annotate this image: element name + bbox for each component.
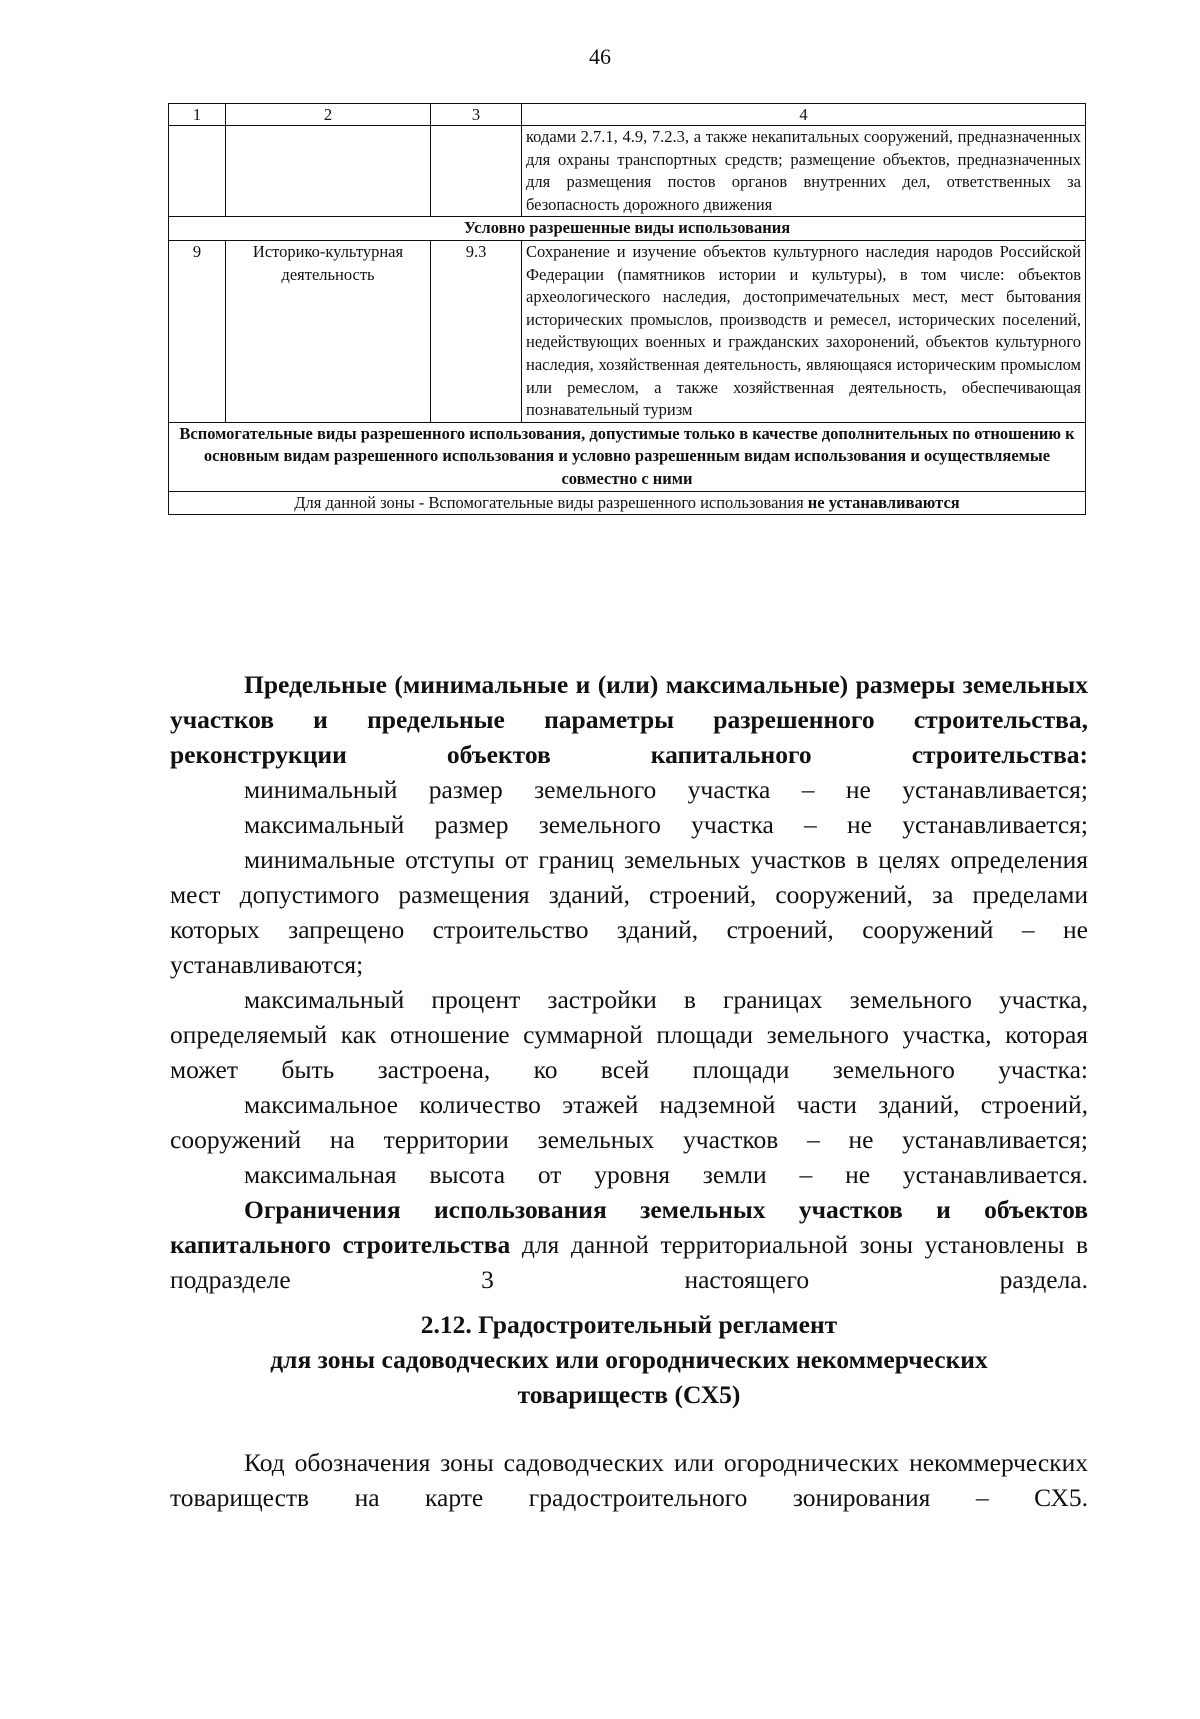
restrictions-paragraph (170, 1192, 1088, 1297)
use-type-code: 9.3 (431, 240, 522, 422)
row-number: 9 (169, 240, 226, 422)
section-row-auxiliary (169, 422, 1086, 491)
page-number: 46 (589, 44, 611, 69)
limits-block (170, 667, 1088, 1297)
use-type-description: Сохранение и изучение объектов культурного наследия народов Российской Федерации (памятников истории и культуры), в том числе: объектов археологического наследия, достопримечательных мест, мест бытования исторических промыслов, производств и ремесел, исторических поселений, недействующих военных и гражданских захоронений, объектов культурного наследия, хозяйственная деятельность, являющаяся историческим промыслом или ремеслом, а также хозяйственная деятельность, обеспечивающая познавательный туризм (522, 240, 1086, 422)
table-row (169, 240, 1086, 422)
regulation-table (168, 103, 1086, 515)
limits-item: минимальный размер земельного участка – не устанавливается; (244, 775, 1088, 804)
aux-note-plain: Для данной зоны - Вспомогательные виды разрешенного использования (294, 492, 804, 512)
limits-item: минимальные отступы от границ земельных участков в целях определения мест допустимого размещения зданий, строений, сооружений, за пределами которых запрещено строительство зданий, строений, сооружений – не устанавливаются; (170, 845, 1088, 979)
table-row (169, 491, 1086, 515)
use-type-name: Историко-культурная деятельность (226, 240, 431, 422)
limits-item: максимальная высота от уровня земли – не устанавливается. (244, 1160, 1088, 1189)
code-paragraph: Код обозначения зоны садоводческих или огороднических некоммерческих товариществ на карте градостроительного зонирования – СХ5. (170, 1448, 1088, 1512)
aux-note (169, 491, 1086, 515)
limits-title: Предельные (минимальные и (или) максимальные) размеры земельных участков и предельные параметры разрешенного строительства, реконструкции объектов капитального строительства: (170, 670, 1088, 769)
heading-line: 2.12. Градостроительный регламент (420, 1310, 838, 1339)
table-row (169, 126, 1086, 217)
heading-line: для зоны садоводческих или огороднических некоммерческих (270, 1345, 988, 1374)
limits-item: максимальное количество этажей надземной части зданий, строений, сооружений на территории земельных участков – не устанавливается; (170, 1090, 1088, 1154)
restrictions-bold: Ограничения использования земельных участков и объектов капитального строительства (170, 1195, 1088, 1259)
continued-description: кодами 2.7.1, 4.9, 7.2.3, а также некапитальных сооружений, предназначенных для охраны транспортных средств; размещение объектов, предназначенных для размещения постов органов внутренних дел, ответственных за безопасность дорожного движения (522, 126, 1086, 217)
heading-line: товариществ (СХ5) (517, 1380, 741, 1409)
section-title: Вспомогательные виды разрешенного использования, допустимые только в качестве дополнительных по отношению к основным видам разрешенного использования и условно разрешенным видам использования и осуществляемые совместно с ними (169, 422, 1086, 491)
header-cell: 3 (431, 104, 522, 126)
table-header-row (169, 104, 1086, 126)
limits-item: максимальный размер земельного участка – не устанавливается; (244, 810, 1088, 839)
code-block (170, 1445, 1088, 1515)
section-row-conditional (169, 217, 1086, 241)
section-heading (170, 1307, 1088, 1412)
header-cell: 4 (522, 104, 1086, 126)
header-cell: 2 (226, 104, 431, 126)
section-title: Условно разрешенные виды использования (169, 217, 1086, 241)
limits-item: максимальный процент застройки в границах земельного участка, определяемый как отношение суммарной площади земельного участка, которая может быть застроена, ко всей площади земельного участка: (170, 985, 1088, 1084)
restrictions-plain: для данной территориальной зоны установлены в подразделе 3 настоящего раздела. (170, 1230, 1089, 1294)
header-cell: 1 (169, 104, 226, 126)
aux-note-bold: не устанавливаются (807, 492, 960, 512)
